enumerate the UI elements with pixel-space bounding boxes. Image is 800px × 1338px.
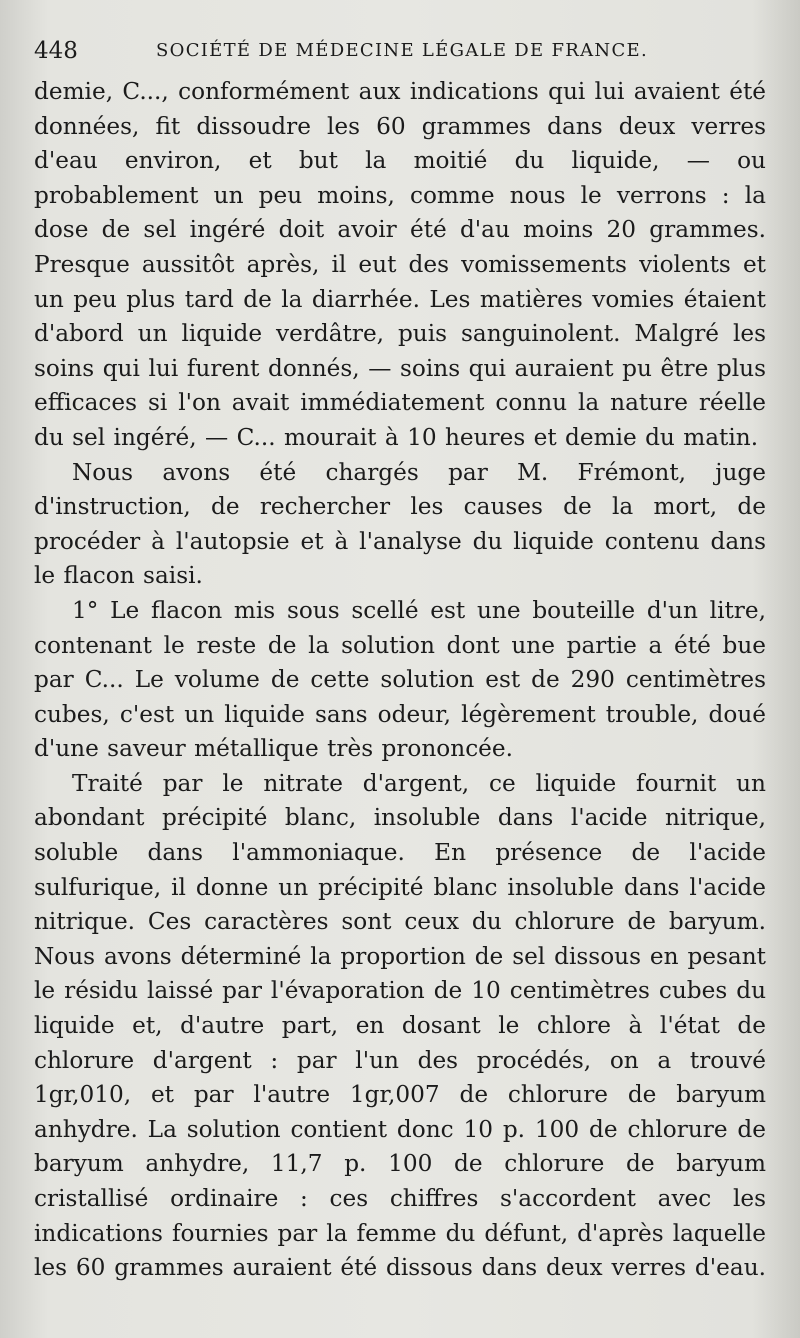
paragraph-1: demie, C..., conformément aux indications qui lui avaient été données, fit dissoudre les 60 grammes dans deux verres d'eau environ, et but la moitié du liquide, — ou probablement un peu moins, comme nous le verrons : la dose de sel ingéré doit avoir été d'au moins 20 grammes. Presque aussitôt après, il eut des vomissements violents et un peu plus tard de la diarrhée. Les matières vomies étaient d'abord un liquide verdâtre, puis sanguinolent. Malgré les soins qui lui furent donnés, — soins qui auraient pu être plus efficaces si l'on avait immédiatement connu la nature réelle du sel ingéré, — C... mourait à 10 heures et demie du matin. bbox=[34, 78, 766, 451]
paragraph-2: Nous avons été chargés par M. Frémont, juge d'instruction, de rechercher les causes de la mort, de procéder à l'autopsie et à l'analyse du liquide contenu dans le flacon saisi. bbox=[34, 458, 766, 590]
body-text bbox=[34, 75, 766, 1286]
page-header bbox=[34, 36, 760, 66]
running-title: SOCIÉTÉ DE MÉDECINE LÉGALE DE FRANCE. bbox=[156, 40, 649, 61]
paragraph-3: 1° Le flacon mis sous scellé est une bouteille d'un litre, contenant le reste de la solution dont une partie a été bue par C... Le volume de cette solution est de 290 centimètres cubes, c'est un liquide sans odeur, légèrement trouble, doué d'une saveur métallique très prononcée. bbox=[34, 596, 766, 763]
page-number: 448 bbox=[34, 38, 78, 64]
paragraph-4: Traité par le nitrate d'argent, ce liquide fournit un abondant précipité blanc, insoluble dans l'acide nitrique, soluble dans l'ammoniaque. En présence de l'acide sulfurique, il donne un précipité blanc insoluble dans l'acide nitrique. Ces caractères sont ceux du chlorure de baryum. Nous avons déterminé la proportion de sel dissous en pesant le résidu laissé par l'évaporation de 10 centimètres cubes du liquide et, d'autre part, en dosant le chlore à l'état de chlorure d'argent : par l'un des procédés, on a trouvé 1gr,010, et par l'autre 1gr,007 de chlorure de baryum anhydre. La solution contient donc 10 p. 100 de chlorure de baryum anhydre, 11,7 p. 100 de chlorure de baryum cristallisé ordinaire : ces chiffres s'accordent avec les indications fournies par la femme du défunt, d'après laquelle les 60 grammes auraient été dissous dans deux verres d'eau. bbox=[34, 769, 766, 1282]
